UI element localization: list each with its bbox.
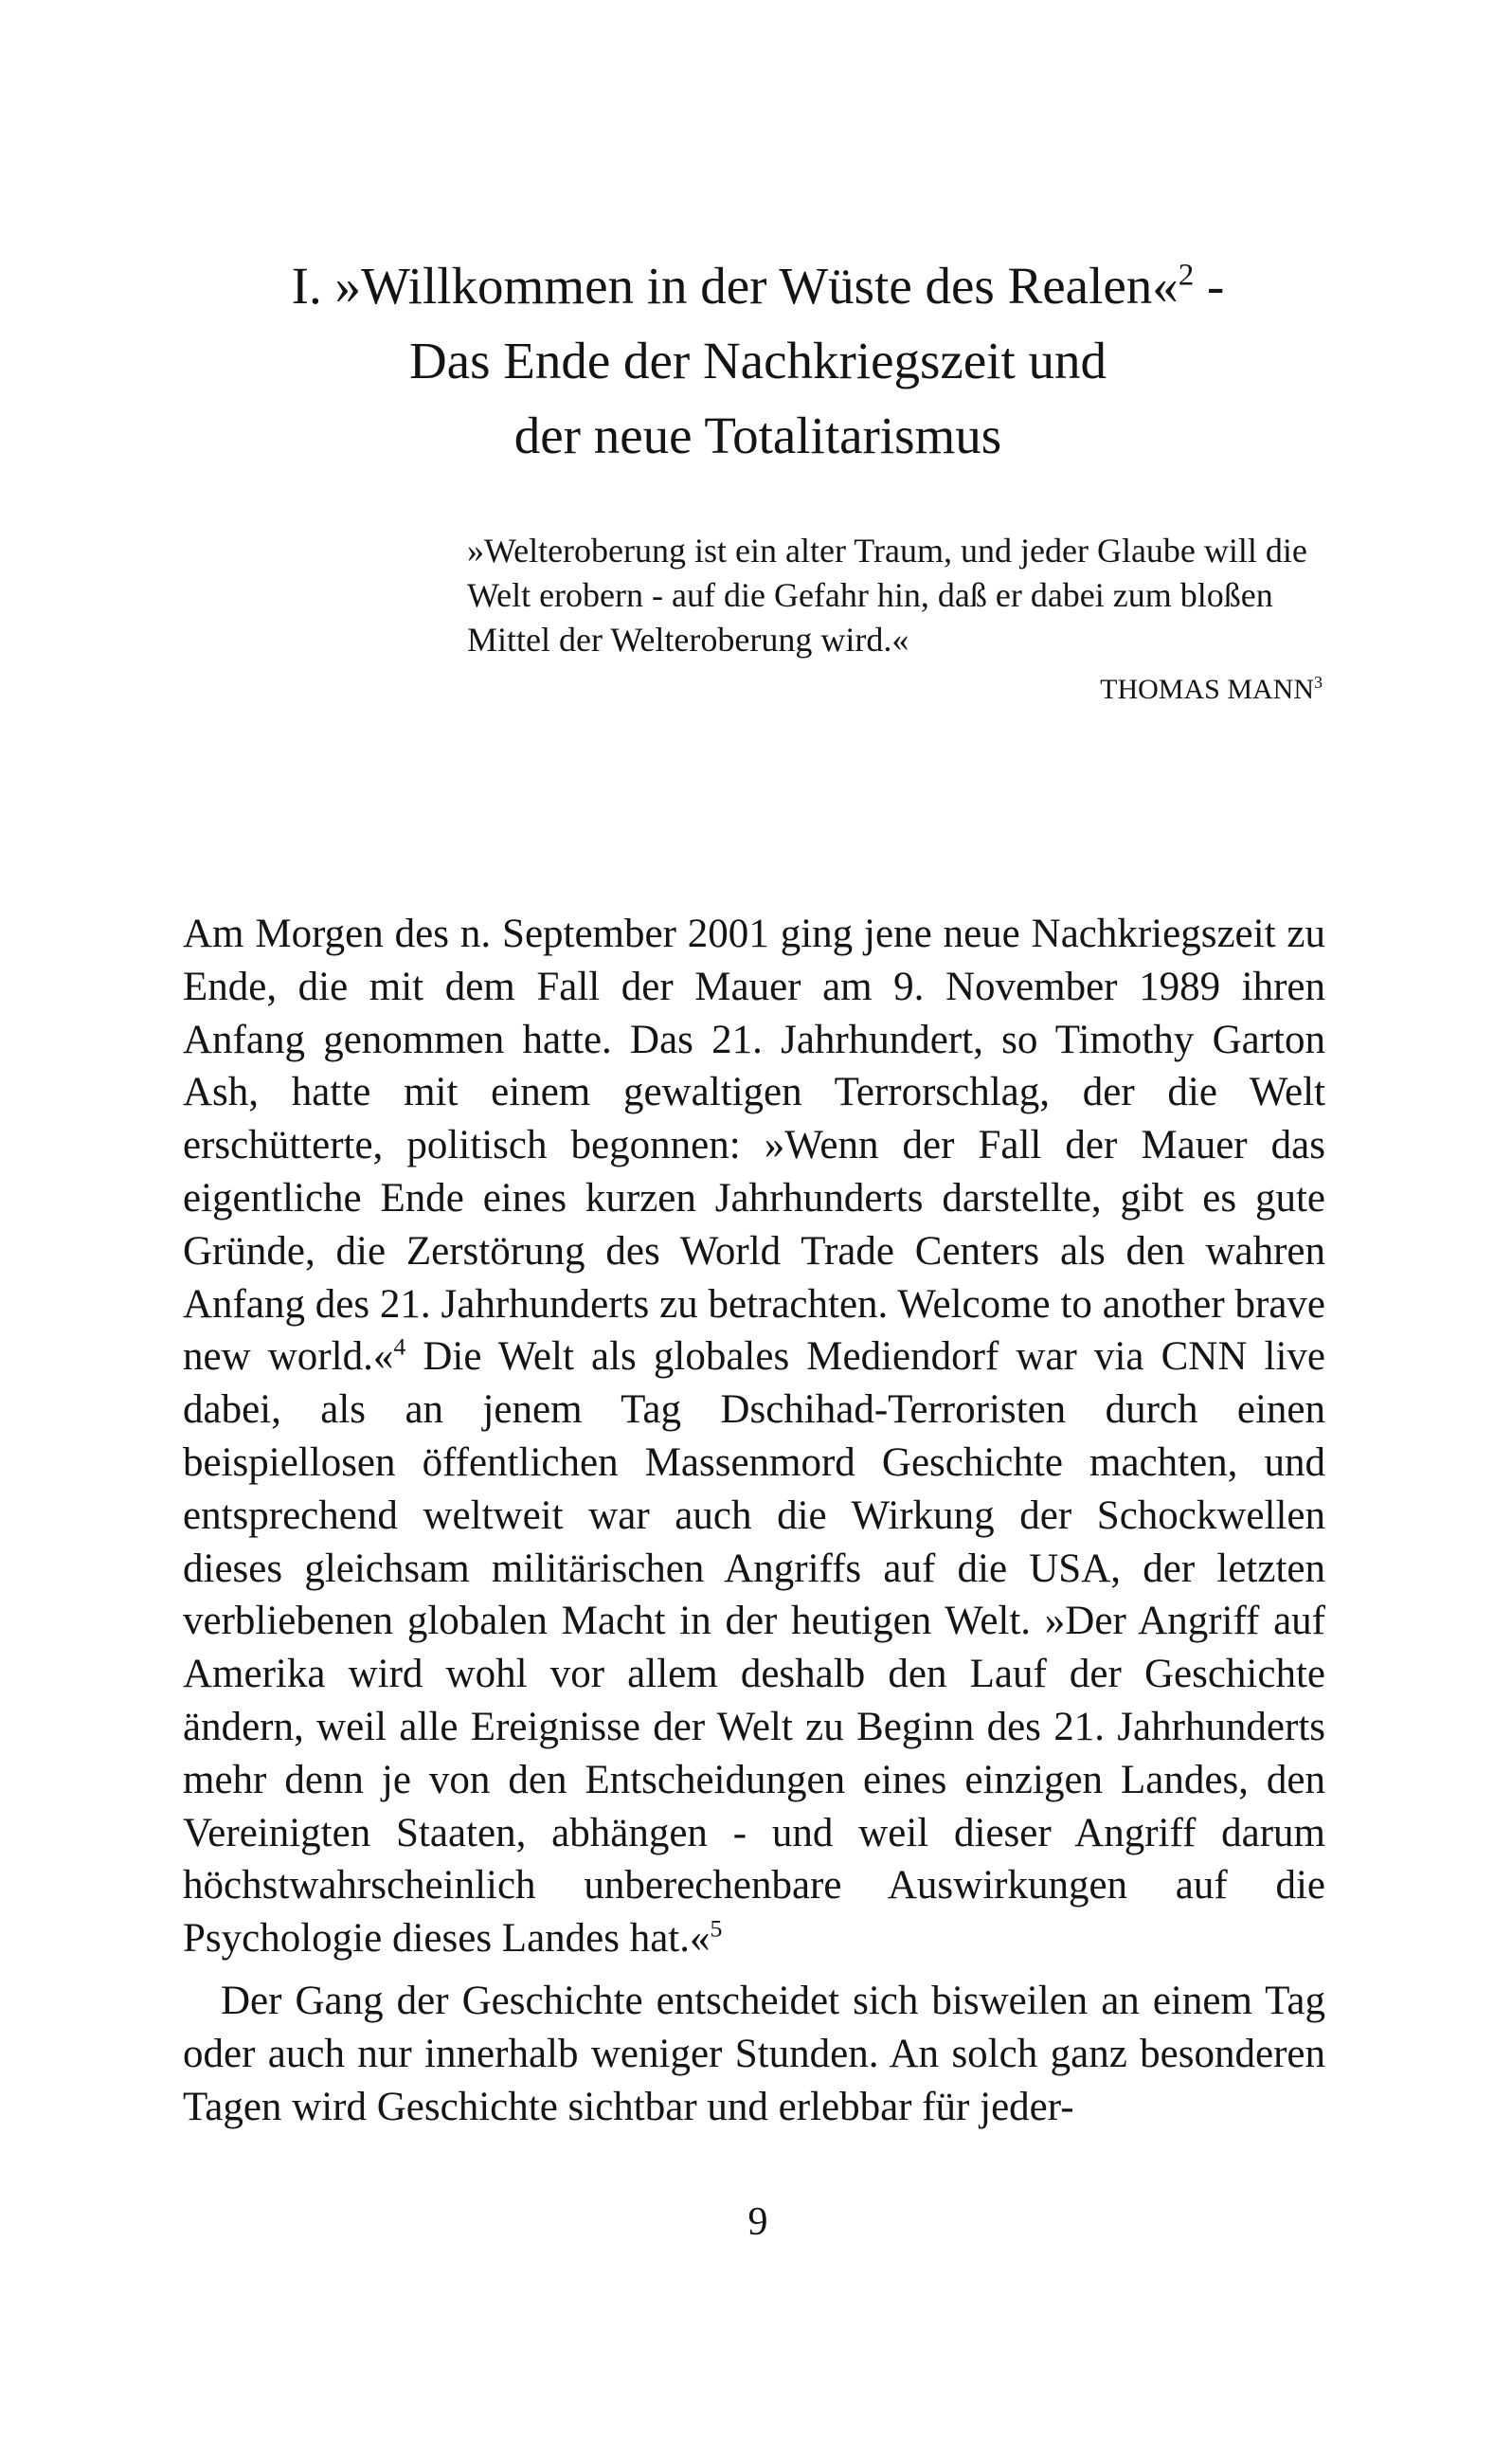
footnote-ref-3: 3 <box>1314 673 1323 692</box>
footnote-ref-5: 5 <box>710 1914 723 1943</box>
chapter-title-line-1 <box>227 248 1288 323</box>
epigraph-quote: »Welteroberung ist ein alter Traum, und jeder Glaube will die Welt erobern - auf die Gefahr hin, daß er dabei zum bloßen Mittel der Welteroberung wird.« <box>467 532 1307 659</box>
epigraph-author: THOMAS MANN <box>1100 674 1314 705</box>
chapter-title-dash: - <box>1194 257 1225 315</box>
footnote-ref-2: 2 <box>1178 258 1195 293</box>
chapter-title-line-1-text: I. »Willkommen in der Wüste des Realen« <box>291 257 1179 315</box>
paragraph-1-part-2: Die Welt als globales Mediendorf war via CNN live dabei, als an jenem Tag Dschihad-Terroristen durch einen beispiellosen öffentlichen Massenmord Geschichte machten, und entsprechend weltweit war auch die Wirkung der Schockwellen dieses gleichsam militärischen Angriffs auf die USA, der letzten verbliebenen globalen Macht in der heutigen Welt. »Der Angriff auf Amerika wird wohl vor allem deshalb den Lauf der Geschichte ändern, weil alle Ereignisse der Welt zu Beginn des 21. Jahrhunderts mehr denn je von den Entscheidungen eines einzigen Landes, den Vereinigten Staaten, abhängen - und weil dieser Angriff darum höchstwahrscheinlich unberechenbare Auswirkungen auf die Psychologie dieses Landes hat.« <box>183 1334 1325 1962</box>
chapter-title-line-2: Das Ende der Nachkriegszeit und <box>408 332 1107 389</box>
paragraph-2: Der Gang der Geschichte entscheidet sich bisweilen an einem Tag oder auch nur innerhalb weniger Stunden. An solch ganz besonderen Tagen wird Geschichte sichtbar und erlebbar für jeder- <box>183 1978 1325 2129</box>
body-text <box>183 908 1325 2133</box>
chapter-title-line-3: der neue Totalitarismus <box>513 407 1002 464</box>
epigraph-attribution <box>853 669 1323 711</box>
chapter-title <box>227 248 1288 473</box>
paragraph-1-part-1: Am Morgen des n. September 2001 ging jene neue Nachkriegszeit zu Ende, die mit dem Fall der Mauer am 9. November 1989 ihren Anfang genommen hatte. Das 21. Jahrhundert, so Timothy Garton Ash, hatte mit einem gewaltigen Terrorschlag, der die Welt erschütterte, politisch begonnen: »Wenn der Fall der Mauer das eigentliche Ende eines kurzen Jahrhunderts darstellte, gibt es gute Gründe, die Zerstörung des World Trade Centers als den wahren Anfang des 21. Jahrhunderts zu betrachten. Welcome to another brave new world.« <box>183 912 1325 1380</box>
page-number: 9 <box>747 2200 768 2244</box>
footnote-ref-4: 4 <box>393 1333 406 1362</box>
paragraph-1 <box>183 908 1325 1965</box>
